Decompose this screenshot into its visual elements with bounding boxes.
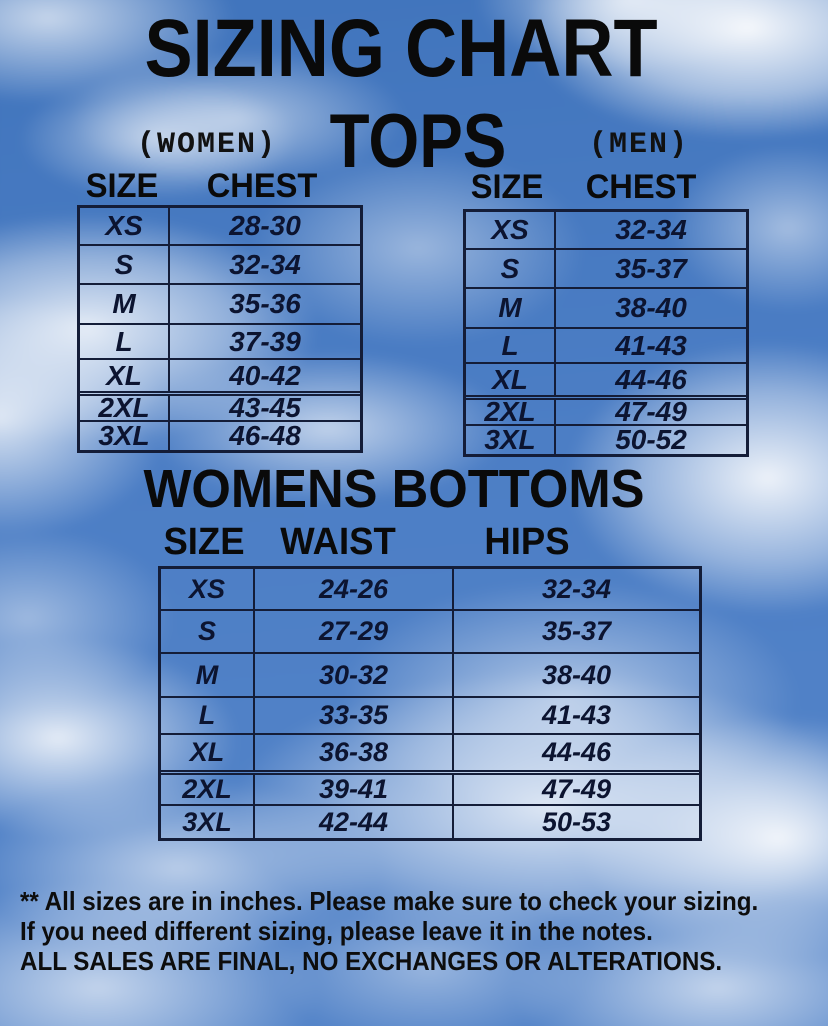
chest-cell: 38-40 [554,289,746,327]
chest-cell: 35-37 [554,250,746,287]
chest-cell: 46-48 [168,422,360,450]
table-row [466,362,746,395]
chest-cell: 37-39 [168,325,360,358]
size-cell: 3XL [182,806,232,837]
women-label: (WOMEN) [136,128,278,162]
chest-cell: 43-45 [168,396,360,420]
size-cell: XS [188,573,226,604]
size-cell: M [112,288,136,319]
size-cell: S [197,616,216,646]
hips-cell: 47-49 [452,775,699,804]
size-cell: XS [105,210,143,241]
waist-cell: 27-29 [253,611,452,652]
table-row [80,208,360,244]
chest-cell: 50-52 [554,426,746,454]
chest-cell: 44-46 [554,364,746,395]
table-row [466,287,746,327]
chest-cell: 28-30 [168,208,360,244]
bottoms-hips-column-header: HIPS [484,521,570,563]
size-cell: 2XL [182,774,232,804]
size-cell: S [500,252,520,284]
table-row [161,804,699,838]
size-cell: XL [189,737,225,767]
hips-cell: 50-53 [452,806,699,838]
note-line-3: ALL SALES ARE FINAL, NO EXCHANGES OR ALTERATIONS. [20,946,723,976]
waist-cell: 30-32 [253,654,452,696]
size-cell: 2XL [484,396,536,427]
size-cell: L [501,329,519,361]
size-cell: 3XL [98,420,150,451]
waist-cell: 24-26 [253,569,452,609]
page-title: SIZING CHART [144,3,658,94]
bottoms-section-heading: WOMENS BOTTOMS [143,459,645,519]
womens-bottoms-table [158,566,702,841]
table-row [80,420,360,450]
chest-cell: 47-49 [554,400,746,424]
table-row [466,395,746,427]
note-line-1: ** All sizes are in inches. Please make sure to check your sizing. [20,886,759,916]
size-cell: 3XL [484,424,536,455]
chest-cell: 32-34 [554,212,746,248]
size-cell: L [115,325,133,357]
size-cell: S [114,248,134,280]
men-tops-table [463,209,749,457]
men-label: (MEN) [588,128,690,162]
chest-cell: 41-43 [554,329,746,362]
women-tops-table [77,205,363,453]
waist-cell: 42-44 [253,806,452,838]
women-size-column-header: SIZE [85,167,159,205]
bottoms-waist-column-header: WAIST [280,521,396,563]
table-row [80,358,360,391]
waist-cell: 36-38 [253,735,452,770]
table-row [80,244,360,283]
men-size-column-header: SIZE [470,168,544,206]
men-chest-column-header: CHEST [585,168,697,206]
chest-cell: 35-36 [168,285,360,323]
table-row [466,424,746,454]
table-row [161,733,699,770]
table-row [161,770,699,804]
hips-cell: 41-43 [452,698,699,733]
hips-cell: 35-37 [452,611,699,652]
hips-cell: 44-46 [452,735,699,770]
women-chest-column-header: CHEST [206,167,318,205]
bottoms-size-column-header: SIZE [163,521,245,563]
table-row [80,283,360,323]
table-row [161,569,699,609]
note-line-2: If you need different sizing, please leave it in the notes. [20,916,653,946]
table-row [80,391,360,423]
waist-cell: 39-41 [253,775,452,804]
size-cell: 2XL [98,392,150,423]
size-cell: XS [491,214,529,245]
table-row [161,652,699,696]
table-row [161,609,699,652]
size-cell: XL [106,359,142,391]
hips-cell: 32-34 [452,569,699,609]
table-row [161,696,699,733]
size-cell: XL [492,363,528,395]
size-cell: M [195,659,219,690]
table-row [466,212,746,248]
chest-cell: 32-34 [168,246,360,283]
table-row [80,323,360,358]
table-row [466,248,746,287]
chest-cell: 40-42 [168,360,360,391]
table-row [466,327,746,362]
size-cell: L [198,700,216,730]
tops-section-heading: TOPS [329,99,507,184]
hips-cell: 38-40 [452,654,699,696]
size-cell: M [498,292,522,323]
waist-cell: 33-35 [253,698,452,733]
footer-notes [20,886,758,976]
